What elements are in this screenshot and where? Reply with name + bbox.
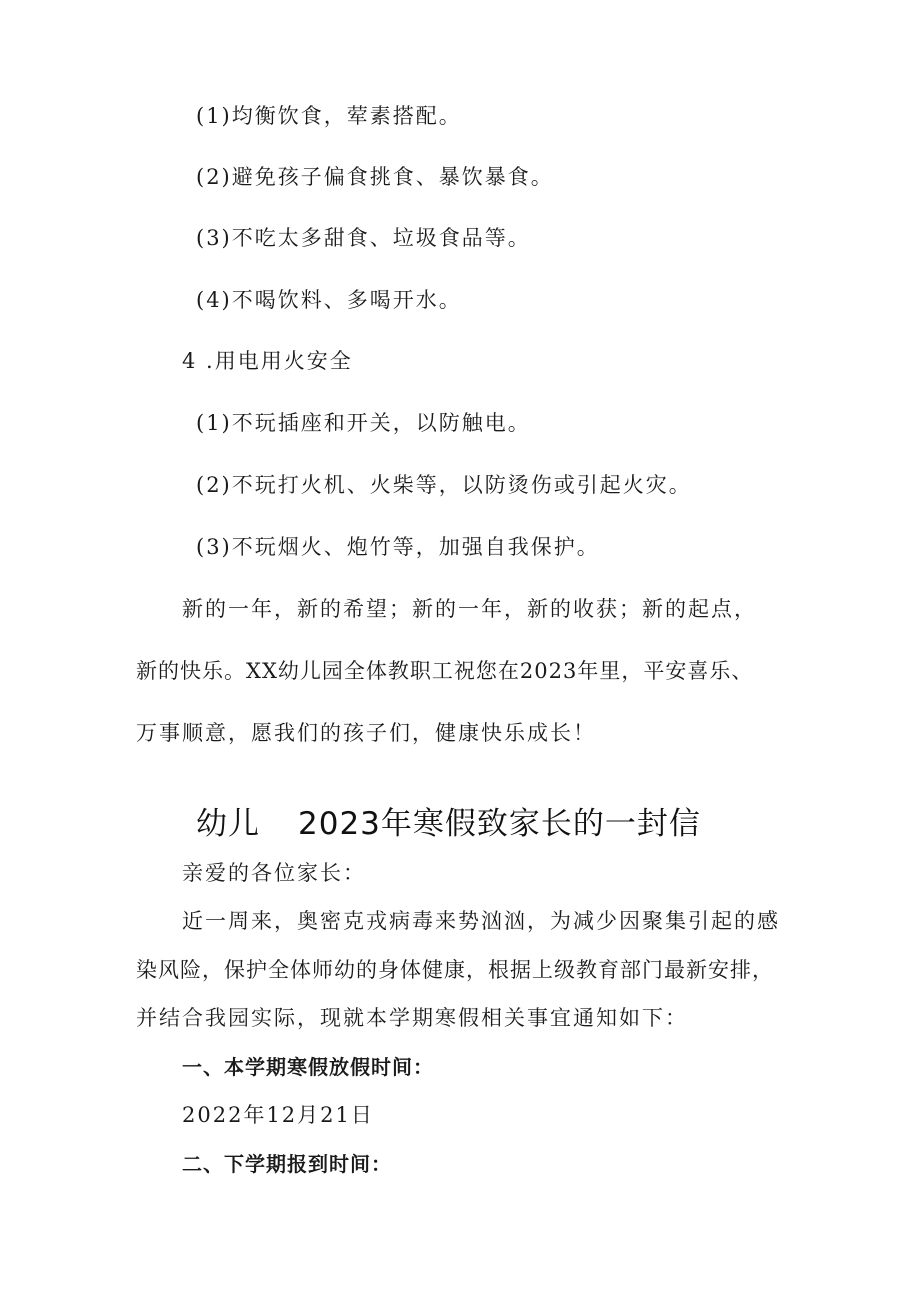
closing-line-1: 新的一年，新的希望；新的一年，新的收获；新的起点， [182,597,757,621]
diet-item-3: (3)不吃太多甜食、垃圾食品等。 [196,226,531,250]
letter-title-main: 2023年寒假致家长的一封信 [298,806,701,842]
intro-line-3: 并结合我园实际，现就本学期寒假相关事宜通知如下： [136,1006,688,1030]
closing-line-3: 万事顺意，愿我们的孩子们，健康快乐成长！ [136,721,596,745]
diet-item-1: (1)均衡饮食，荤素搭配。 [196,104,462,128]
diet-item-2: (2)避免孩子偏食挑食、暴饮暴食。 [196,165,554,189]
fire-item-1: (1)不玩插座和开关，以防触电。 [196,411,531,435]
fire-safety-heading: 4 .用电用火安全 [182,349,353,373]
letter-title [196,804,701,844]
fire-item-3: (3)不玩烟火、炮竹等，加强自我保护。 [196,535,600,559]
section1-date: 2022年12月21日 [182,1103,374,1127]
letter-title-prefix: 幼儿 [196,806,260,842]
section2-heading: 二、下学期报到时间： [182,1152,392,1176]
letter-greeting: 亲爱的各位家长： [182,861,366,885]
fire-item-2: (2)不玩打火机、火柴等，以防烫伤或引起火灾。 [196,473,692,497]
closing-line-2: 新的快乐。XX幼儿园全体教职工祝您在2023年里，平安喜乐、 [136,659,754,683]
intro-line-2: 染风险，保护全体师幼的身体健康，根据上级教育部门最新安排， [136,958,774,982]
intro-line-1: 近一周来，奥密克戎病毒来势汹汹，为减少因聚集引起的感 [182,909,780,933]
section1-heading: 一、本学期寒假放假时间： [182,1055,434,1079]
diet-item-4: (4)不喝饮料、多喝开水。 [196,288,462,312]
